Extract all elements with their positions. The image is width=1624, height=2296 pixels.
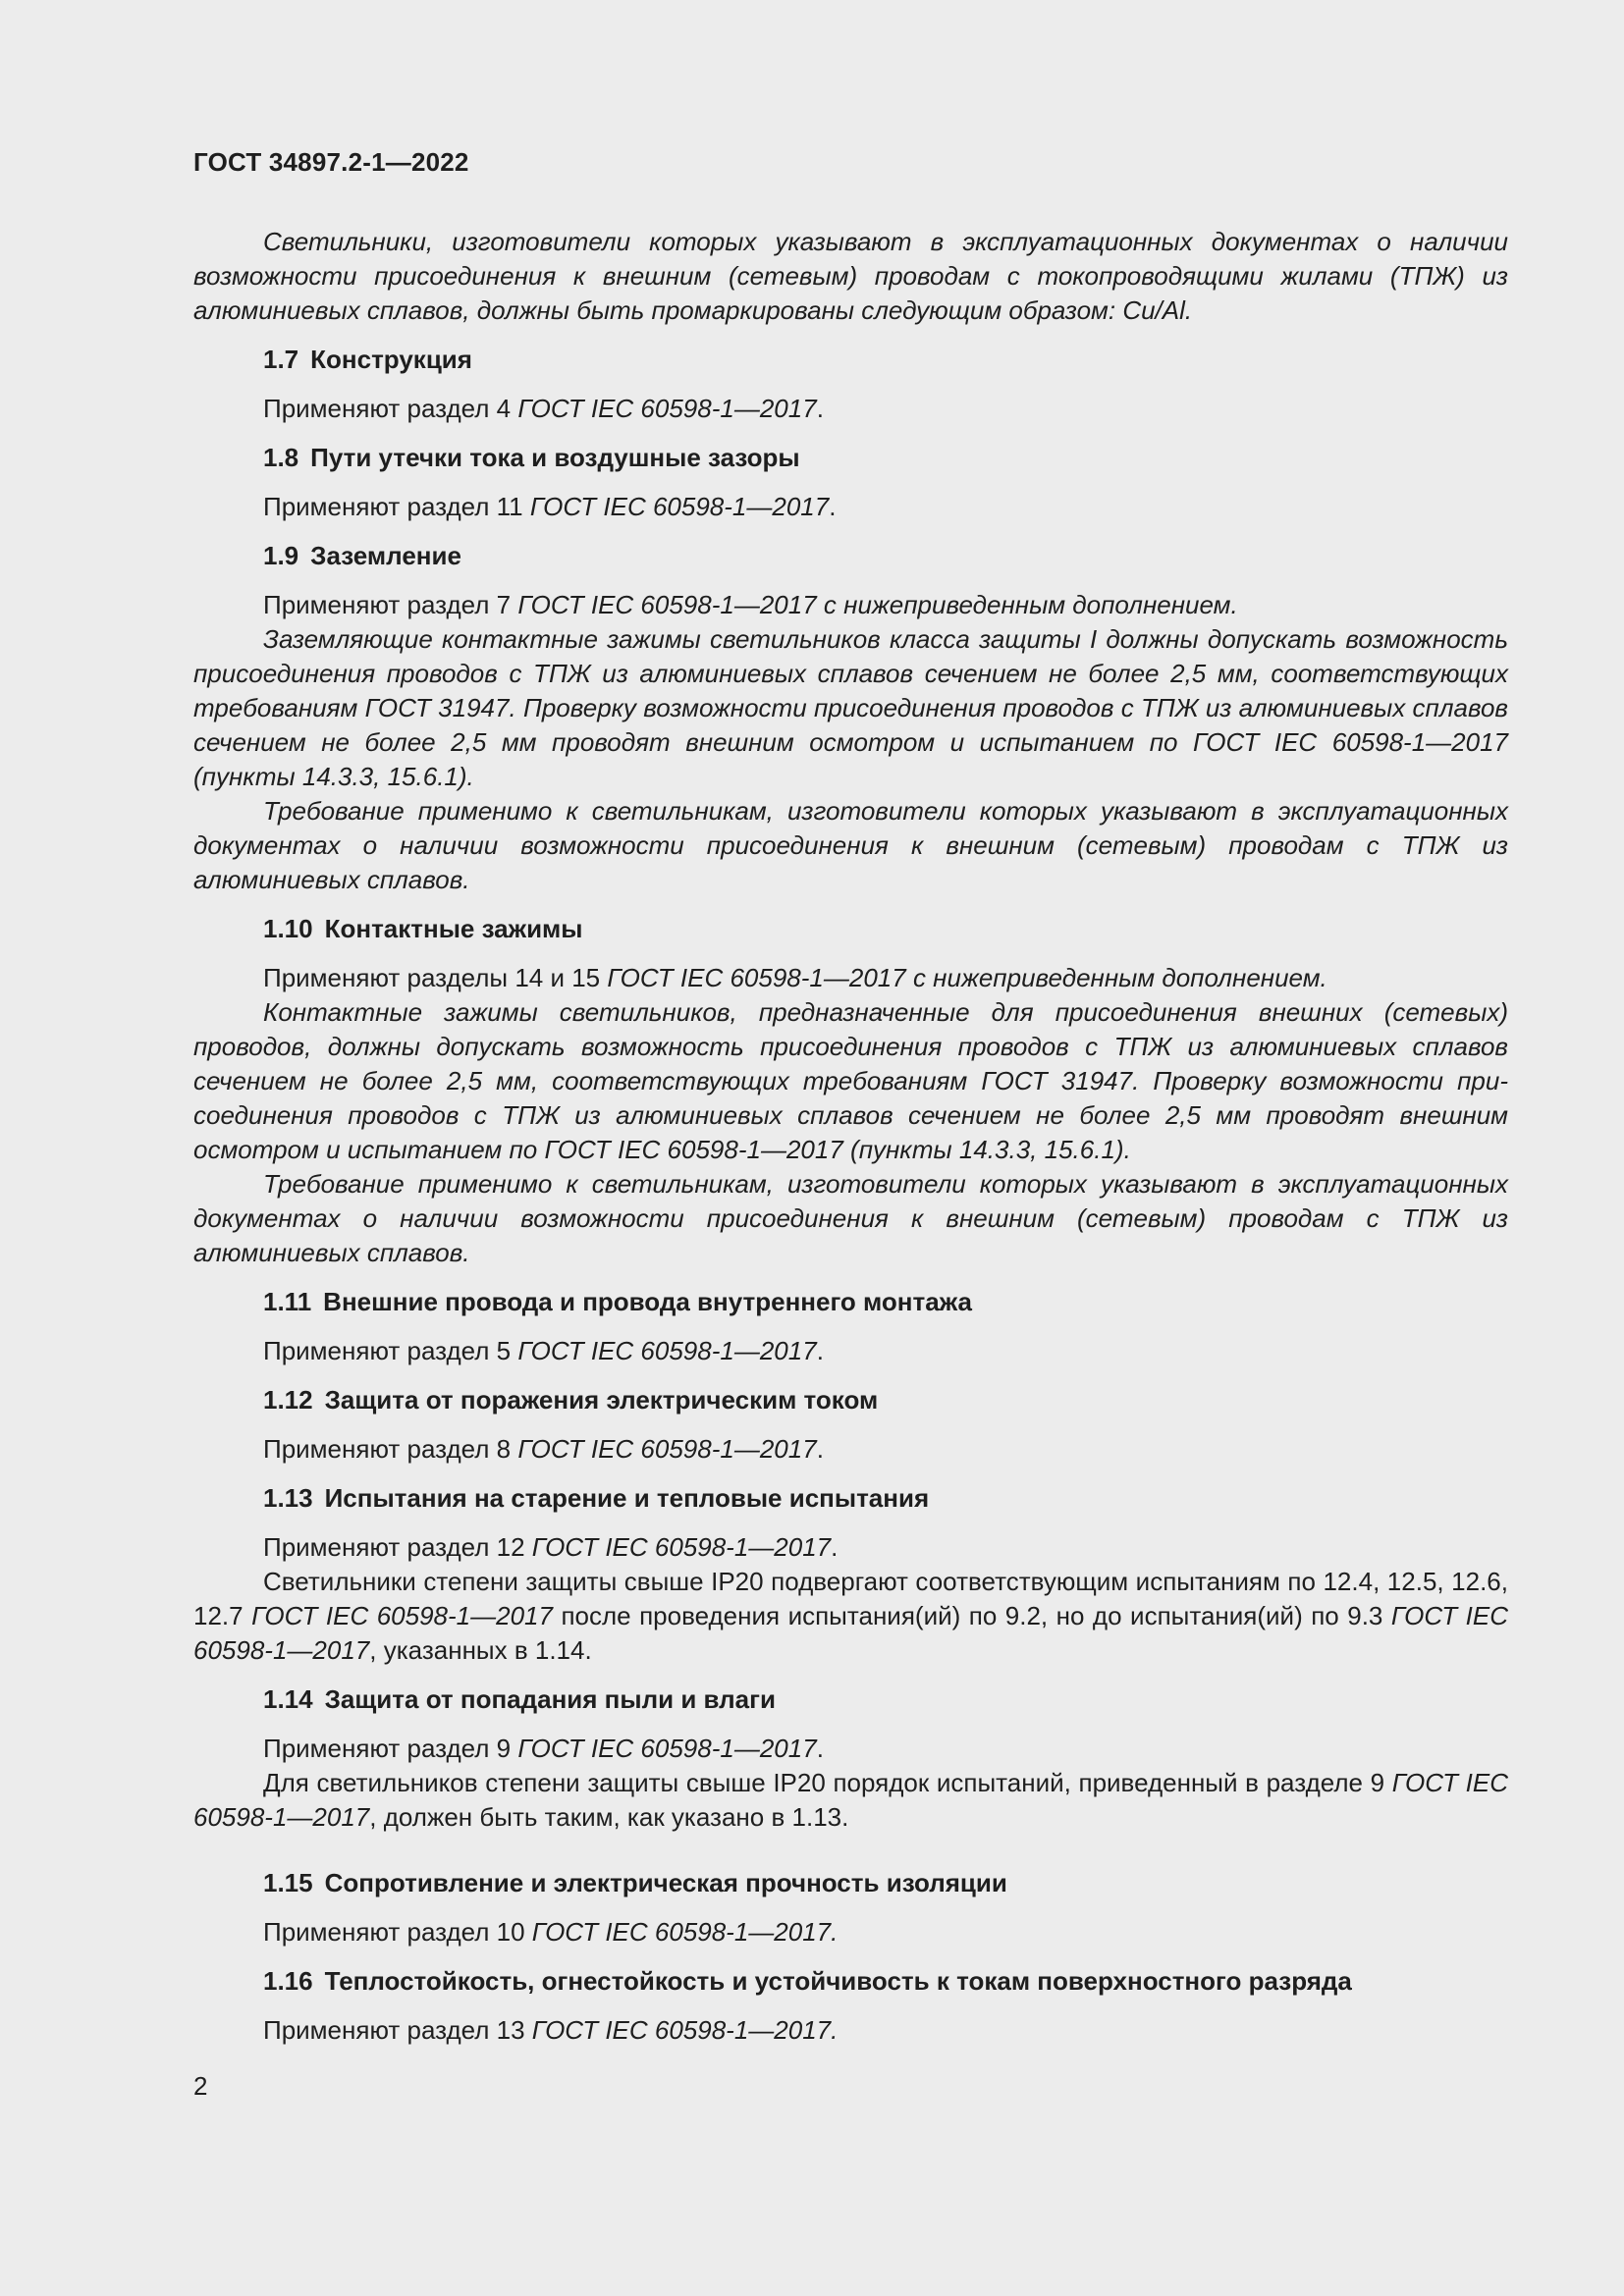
section-number: 1.10 bbox=[263, 914, 313, 943]
section-number: 1.8 bbox=[263, 443, 299, 472]
section-1-8-text bbox=[193, 490, 1508, 524]
section-1-9-text bbox=[193, 588, 1508, 622]
standard-reference: ГОСТ IEC 60598-1—2017 bbox=[531, 2015, 832, 2045]
section-heading-1-14 bbox=[263, 1682, 1508, 1717]
text-run: Применяют раздел 11 bbox=[263, 492, 530, 521]
standard-reference: ГОСТ IEC 60598-1—2017 bbox=[517, 1336, 817, 1365]
section-1-11-text bbox=[193, 1334, 1508, 1368]
text-run: Для светильников степени защиты свыше IP20 порядок испытаний, приведенный в разделе 9 bbox=[263, 1768, 1392, 1797]
section-1-13-body bbox=[193, 1565, 1508, 1668]
section-title: Внешние провода и провода внутреннего монтажа bbox=[323, 1287, 972, 1316]
section-heading-1-12 bbox=[263, 1383, 1508, 1417]
text-run: . bbox=[831, 1917, 839, 1947]
text-run: Применяют раздел 5 bbox=[263, 1336, 518, 1365]
document-body bbox=[193, 225, 1508, 2048]
text-run: . bbox=[816, 1336, 824, 1365]
standard-reference: ГОСТ IEC 60598-1—2017 bbox=[607, 963, 906, 992]
section-1-10-addition-1: Контактные зажимы светильников, предназначенные для присоединения внешних (сетевых) проводов, должны допускать возможность присоединения проводов с ТПЖ из алюминиевых сплавов сечением не более 2,5 мм, соответствующих требованиям ГОСТ 31947. Проверку возможности присоединения проводов с ТПЖ из алюминиевых сплавов сечением не более 2,5 мм проводят внешним осмотром и испытанием по ГОСТ IEC 60598-1—2017 (пункты 14.3.3, 15.6.1). bbox=[193, 997, 1508, 1164]
text-run: Светильники степени защиты свыше IP20 подвергают соответствующим испытаниям по 12.4, 12.5, 12.6, 12.7 bbox=[193, 1567, 1508, 1630]
standard-reference: ГОСТ IEC 60598-1—2017 bbox=[193, 1601, 1508, 1665]
text-run: . bbox=[816, 1734, 824, 1763]
text-run: Применяют раздел 13 bbox=[263, 2015, 532, 2045]
section-heading-1-11 bbox=[263, 1285, 1508, 1319]
standard-reference: ГОСТ IEC 60598-1—2017 bbox=[517, 394, 817, 423]
intro-paragraph: Светильники, изготовители которых указывают в эксплуатационных документах о наличии возможности присоединения к внешним (сетевым) проводам с токопроводящими жилами (ТПЖ) из алюминиевых сплавов, должны быть промаркированы следующим образом: Cu/Al. bbox=[193, 227, 1508, 325]
text-run: , указанных в 1.14. bbox=[369, 1635, 592, 1665]
standard-reference: ГОСТ IEC 60598-1—2017 bbox=[531, 1532, 832, 1562]
section-number: 1.12 bbox=[263, 1385, 313, 1415]
section-heading-1-8 bbox=[263, 441, 1508, 475]
text-run: Применяют раздел 8 bbox=[263, 1434, 518, 1464]
standard-reference: ГОСТ IEC 60598-1—2017 bbox=[193, 1768, 1508, 1832]
section-heading-1-9 bbox=[263, 539, 1508, 573]
document-code-header: ГОСТ 34897.2-1—2022 bbox=[193, 147, 469, 177]
section-title: Сопротивление и электрическая прочность изоляции bbox=[324, 1868, 1007, 1897]
section-heading-1-7 bbox=[263, 343, 1508, 377]
section-title: Защита от поражения электрическим током bbox=[324, 1385, 879, 1415]
text-run: с нижеприведенным дополнением. bbox=[905, 963, 1327, 992]
section-title: Пути утечки тока и воздушные зазоры bbox=[310, 443, 800, 472]
section-number: 1.15 bbox=[263, 1868, 313, 1897]
section-number: 1.9 bbox=[263, 541, 299, 570]
section-title: Испытания на старение и тепловые испытания bbox=[324, 1483, 930, 1513]
section-1-9-addition-1: Заземляющие контактные зажимы светильников класса защиты I должны допускать возможность присоединения проводов с ТПЖ из алюминиевых сплавов сечением не более 2,5 мм, соответствующих требованиям ГОСТ 31947. Проверку возможности присоединения проводов с ТПЖ из алюминиевых сплавов сечением не более 2,5 мм проводят внешним осмотром и испытанием по ГОСТ IEC 60598-1—2017 (пункты 14.3.3, 15.6.1). bbox=[193, 624, 1508, 791]
section-title: Защита от попадания пыли и влаги bbox=[324, 1684, 776, 1714]
section-1-10-addition-2: Требование применимо к светильникам, изготовители которых указывают в эксплуатационных документах о наличии возможности присоединения к внешним (сетевым) проводам с ТПЖ из алюминиевых сплавов. bbox=[193, 1169, 1508, 1267]
text-run: Применяют раздел 10 bbox=[263, 1917, 532, 1947]
text-run: . bbox=[816, 394, 824, 423]
text-run: . bbox=[831, 2015, 839, 2045]
section-number: 1.11 bbox=[263, 1287, 312, 1316]
section-1-9-addition-2: Требование применимо к светильникам, изготовители которых указывают в эксплуатационных документах о наличии возможности присоединения к внешним (сетевым) проводам с ТПЖ из алюминиевых сплавов. bbox=[193, 796, 1508, 894]
standard-reference: ГОСТ IEC 60598-1—2017 bbox=[517, 1434, 817, 1464]
text-run: . bbox=[816, 1434, 824, 1464]
text-run: . bbox=[831, 1532, 839, 1562]
section-1-12-text bbox=[193, 1432, 1508, 1467]
section-1-15-text bbox=[193, 1915, 1508, 1949]
section-title: Заземление bbox=[310, 541, 461, 570]
section-1-16-text bbox=[193, 2013, 1508, 2048]
section-heading-1-10 bbox=[263, 912, 1508, 946]
standard-reference: ГОСТ IEC 60598-1—2017 bbox=[251, 1601, 553, 1630]
section-1-10-text bbox=[193, 961, 1508, 995]
section-1-13-text bbox=[193, 1530, 1508, 1565]
standard-reference: ГОСТ IEC 60598-1—2017 bbox=[531, 1917, 832, 1947]
section-heading-1-16 bbox=[263, 1964, 1508, 1999]
text-run: Применяют раздел 12 bbox=[263, 1532, 532, 1562]
text-run: Применяют раздел 4 bbox=[263, 394, 518, 423]
text-run: Применяют раздел 9 bbox=[263, 1734, 518, 1763]
section-title: Теплостойкость, огнестойкость и устойчивость к токам поверхностного разряда bbox=[324, 1966, 1352, 1996]
section-number: 1.16 bbox=[263, 1966, 313, 1996]
standard-reference: ГОСТ IEC 60598-1—2017 bbox=[517, 1734, 817, 1763]
text-run: после проведения испытания(ий) по 9.2, но до испытания(ий) по 9.3 bbox=[552, 1601, 1391, 1630]
section-heading-1-13 bbox=[263, 1481, 1508, 1516]
standard-reference: ГОСТ IEC 60598-1—2017 bbox=[517, 590, 817, 619]
text-run: Применяют раздел 7 bbox=[263, 590, 518, 619]
text-run: . bbox=[829, 492, 837, 521]
section-number: 1.14 bbox=[263, 1684, 313, 1714]
page-number: 2 bbox=[193, 2071, 208, 2101]
section-title: Конструкция bbox=[310, 345, 472, 374]
section-number: 1.13 bbox=[263, 1483, 313, 1513]
section-title: Контактные зажимы bbox=[324, 914, 583, 943]
section-heading-1-15 bbox=[263, 1866, 1508, 1900]
section-1-7-text bbox=[193, 392, 1508, 426]
text-run: с нижеприведенным дополнением. bbox=[816, 590, 1238, 619]
section-1-14-text bbox=[193, 1732, 1508, 1766]
section-number: 1.7 bbox=[263, 345, 299, 374]
section-1-14-body bbox=[193, 1766, 1508, 1835]
text-run: Применяют разделы 14 и 15 bbox=[263, 963, 608, 992]
standard-reference: ГОСТ IEC 60598-1—2017 bbox=[529, 492, 830, 521]
text-run: , должен быть таким, как указано в 1.13. bbox=[369, 1802, 849, 1832]
